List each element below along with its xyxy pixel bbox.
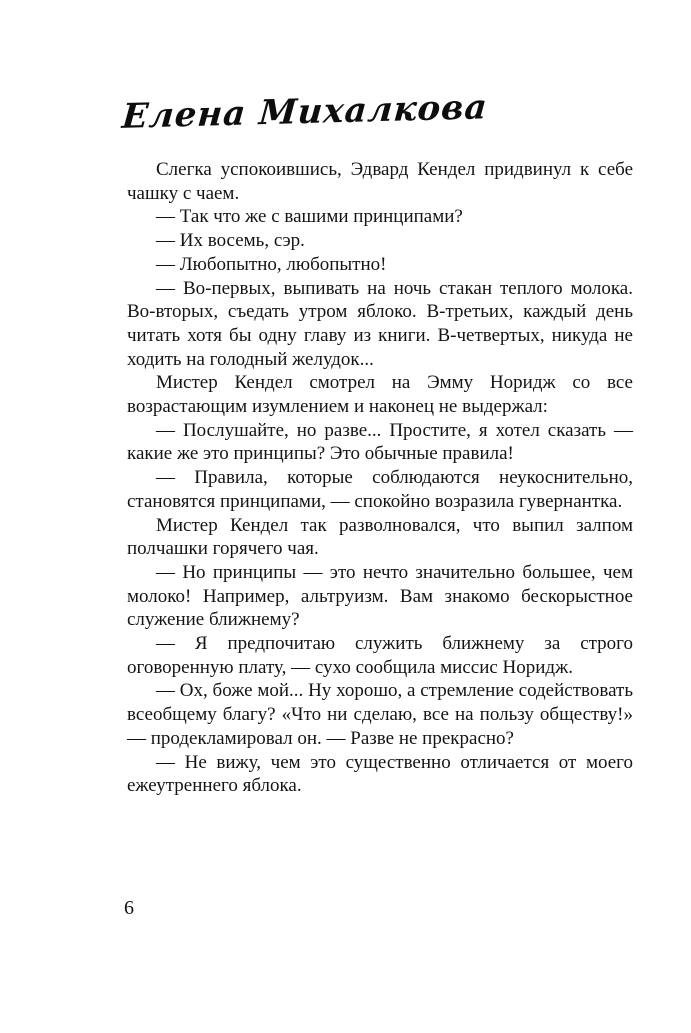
- paragraph: — Ох, боже мой... Ну хорошо, а стремление содействовать всеобщему благу? «Что ни сделаю, все на пользу обществу!» — продекламировал он. — Разве не прекрасно?: [127, 680, 633, 749]
- paragraph: Мистер Кендел смотрел на Эмму Норидж со все возрастающим изумлением и наконец не выдержал:: [127, 372, 633, 418]
- paragraph: — Во-первых, выпивать на ночь стакан теплого молока. Во-вторых, съедать утром яблоко. В-третьих, каждый день читать хотя бы одну главу из книги. В-четвертых, никуда не ходить на голодный желудок...: [127, 277, 633, 370]
- paragraph: — Я предпочитаю служить ближнему за строго оговоренную плату, — сухо сообщила миссис Норидж.: [127, 633, 633, 678]
- paragraph: — Правила, которые соблюдаются неукоснительно, становятся принципами, — спокойно возразила гувернантка.: [127, 467, 633, 512]
- paragraph: — Любопытно, любопытно!: [156, 253, 387, 275]
- paragraph: — Но принципы — это нечто значительно большее, чем молоко! Например, альтруизм. Вам знакомо бескорыстное служение ближнему?: [127, 561, 633, 631]
- paragraph: — Не вижу, чем это существенно отличается от моего ежеутреннего яблока.: [127, 751, 633, 797]
- paragraph: — Послушайте, но разве... Простите, я хотел сказать — какие же это принципы? Это обычные правила!: [127, 419, 633, 465]
- paragraph: — Так что же с вашими принципами?: [156, 206, 463, 228]
- paragraph: Мистер Кендел так разволновался, что выпил залпом полчашки горячего чая.: [127, 514, 633, 560]
- paragraph: — Их восемь, сэр.: [156, 230, 305, 252]
- author-signature: Елена Михалкова: [120, 87, 490, 137]
- paragraph: Слегка успокоившись, Эдвард Кендел придвинул к себе чашку с чаем.: [127, 159, 633, 204]
- page-number: 6: [124, 897, 134, 919]
- body-text: [127, 158, 633, 798]
